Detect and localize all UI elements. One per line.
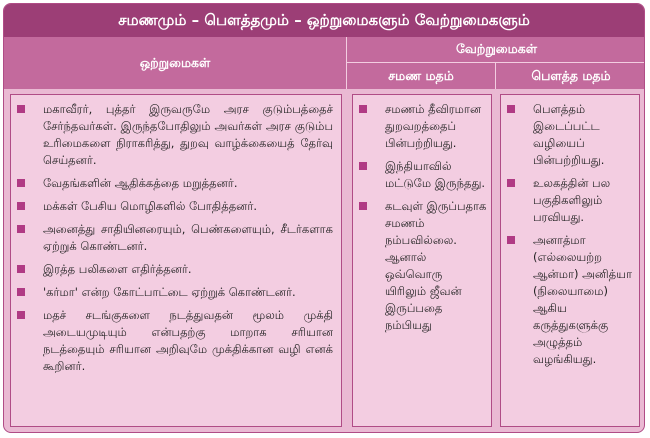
list-item-text: மகாவீரர், புத்தர் இருவருமே அரச குடும்பத்தைச் சேர்ந்தவர்கள். இருந்தபோதிலும் அவர்கள் அரச குடும்ப உரிமைகளை நிராகரித்து, துறவு வாழ்க்கையைத் தேர்வு செய்தனர். bbox=[43, 102, 333, 167]
header-jainism: சமண மதம் bbox=[347, 63, 496, 89]
list-item bbox=[17, 221, 333, 255]
square-bullet-icon bbox=[359, 105, 367, 113]
list-item bbox=[359, 158, 487, 192]
square-bullet-icon bbox=[17, 202, 25, 210]
list-item-text: கடவுள் இருப்பதாக சமணம் நம்பவில்லை. ஆனால் ஒவ்வொரு யிரிலும் ஜீவன் இருப்பதை நம்பியது bbox=[385, 199, 487, 332]
list-item bbox=[17, 101, 333, 169]
square-bullet-icon bbox=[17, 288, 25, 296]
list-item-text: அனைத்து சாதியினரையும், பெண்களையும், சீடர்களாக ஏற்றுக் கொண்டனர். bbox=[43, 222, 333, 253]
list-item-text: பௌத்தம் இடைப்பட்ட வழியைப் பின்பற்றியது. bbox=[533, 102, 605, 167]
list-item bbox=[17, 307, 333, 375]
list-item-text: உலகத்தின் பல பகுதிகளிலும் பரவியது. bbox=[533, 176, 611, 224]
comparison-table bbox=[3, 3, 645, 433]
square-bullet-icon bbox=[17, 179, 25, 187]
similarities-column bbox=[10, 94, 342, 427]
list-item bbox=[507, 101, 635, 169]
similarities-list bbox=[17, 101, 333, 375]
jainism-column bbox=[352, 94, 492, 427]
square-bullet-icon bbox=[17, 265, 25, 273]
buddhism-list bbox=[507, 101, 635, 368]
table-title: சமணமும் – பௌத்தமும் – ஒற்றுமைகளும் வேற்றுமைகளும் bbox=[4, 4, 644, 37]
list-item-text: இந்தியாவில் மட்டுமே இருந்தது. bbox=[385, 159, 486, 190]
list-item bbox=[359, 101, 487, 152]
list-item bbox=[17, 175, 333, 192]
square-bullet-icon bbox=[507, 105, 515, 113]
square-bullet-icon bbox=[359, 162, 367, 170]
header-differences: வேற்றுமைகள் bbox=[347, 37, 645, 63]
list-item-text: வேதங்களின் ஆதிக்கத்தை மறுத்தனர். bbox=[43, 176, 238, 190]
list-item-text: சமணம் தீவிரமான துறவறத்தைப் பின்பற்றியது. bbox=[385, 102, 482, 150]
list-item-text: அனாத்மா (எல்லையற்ற ஆன்மா) அனித்யா (நிலையாமை) ஆகிய கருத்துகளுக்கு அழுத்தம் வழங்கியது. bbox=[533, 233, 632, 366]
list-item-text: மக்கள் பேசிய மொழிகளில் போதித்தனர். bbox=[43, 199, 257, 213]
list-item bbox=[17, 198, 333, 215]
header-similarities: ஒற்றுமைகள் bbox=[4, 37, 347, 89]
buddhism-column bbox=[500, 94, 640, 427]
jainism-list bbox=[359, 101, 487, 334]
square-bullet-icon bbox=[17, 311, 25, 319]
list-item bbox=[507, 175, 635, 226]
list-item-text: 'கர்மா' என்ற கோட்பாட்டை ஏற்றுக் கொண்டனர். bbox=[43, 285, 296, 299]
header-buddhism: பௌத்த மதம் bbox=[496, 63, 645, 89]
list-item-text: இரத்த பலிகளை எதிர்த்தனர். bbox=[43, 262, 192, 276]
square-bullet-icon bbox=[17, 105, 25, 113]
square-bullet-icon bbox=[507, 179, 515, 187]
list-item bbox=[17, 261, 333, 278]
list-item bbox=[359, 198, 487, 334]
list-item-text: மதச் சடங்குகளை நடத்துவதன் மூலம் முக்தி அடையமுடியும் என்பதற்கு மாறாக சரியான நடத்தையும் சரியான அறிவுமே முக்திக்கான வழி எனக் கூறினர். bbox=[43, 308, 333, 373]
list-item bbox=[17, 284, 333, 301]
square-bullet-icon bbox=[17, 225, 25, 233]
list-item bbox=[507, 232, 635, 368]
square-bullet-icon bbox=[359, 202, 367, 210]
square-bullet-icon bbox=[507, 236, 515, 244]
